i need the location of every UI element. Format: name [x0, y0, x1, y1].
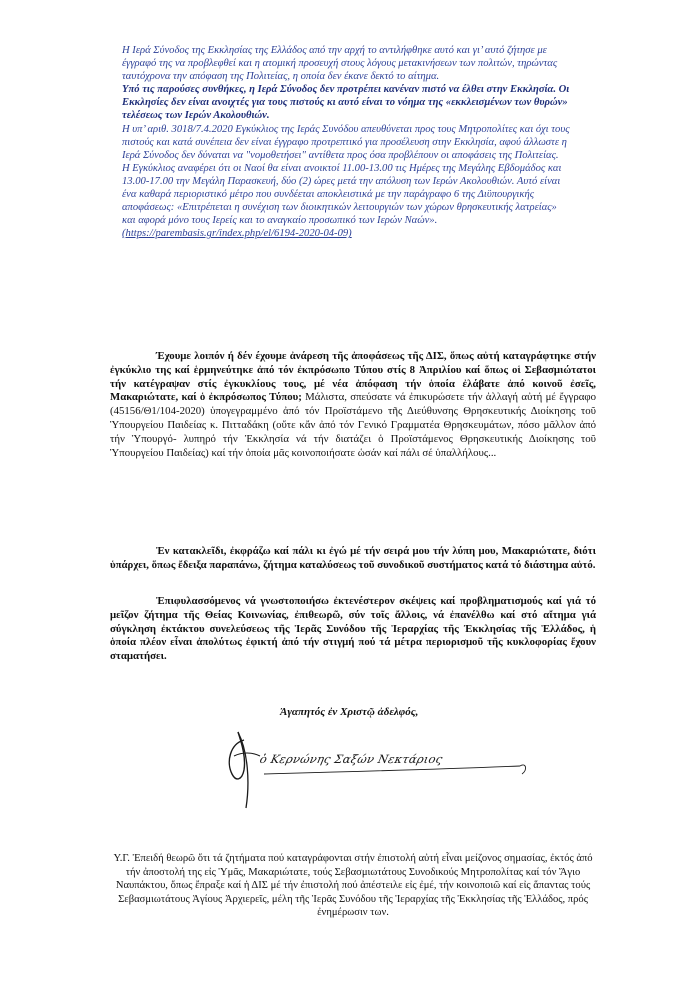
signature-flourish	[220, 722, 540, 814]
quote-paragraph-3: Η υπ’ αριθ. 3018/7.4.2020 Εγκύκλιος της Ιεράς Συνόδου απευθύνεται προς τους Μητροπολίτες και όχι τους πιστούς και κατά συνέπεια δεν είναι έγγραφο προτρεπτικό για προσέλευση στην Εκκλησία, αφού άλλωστε η Ιερά Σύνοδος δεν δύναται να "νομοθετήσει" αντίθετα προς όσα προβλέπουν οι αποφάσεις της Πολιτείας.	[122, 123, 570, 161]
body-paragraph-1	[110, 350, 596, 460]
postscript	[110, 852, 596, 920]
quote-paragraph-2: Υπό τις παρούσες συνθήκες, η Ιερά Σύνοδος δεν προτρέπει κανέναν πιστό να έλθει στην Εκκλησία. Οι Εκκλησίες δεν είναι ανοιχτές για τους πιστούς κι αυτό είναι το νόημα της «εκκλεισμένων των θυρών» τελέσεως των Ιερών Ακολουθιών.	[122, 84, 570, 122]
postscript-text: Υ.Γ. Ἐπειδή θεωρῶ ὅτι τά ζητήματα πού καταγράφονται στήν ἐπιστολή αὐτή εἶναι μείζονος σημασίας, ἐκτός ἀπό τήν ἀποστολή της εἰς Ὑμᾶς, Μακαριώτατε, τούς Σεβασμιωτάτους Συνοδικούς Μητροπολίτας καί τόν Ἅγιο Ναυπάκτου, ὅπως ἔπραξε καί ἡ ΔΙΣ μέ τήν ἐπιστολή πού ἀπέστειλε εἰς ἐμέ, τήν κοινοποιῶ καί εἰς ἅπαντας τούς Σεβασμιωτάτους Ἁγίους Ἀρχιερεῖς, μέλη τῆς Ἱερᾶς Συνόδου τῆς Ἱεραρχίας τῆς Ἐκκλησίας τῆς Ἑλλάδος, πρός ἐνημέρωσιν των.	[113, 853, 593, 919]
body-paragraph-2-text: Ἐν κατακλεῖδι, ἐκφράζω καί πάλι κι ἐγώ μέ τήν σειρά μου τήν λύπη μου, Μακαριώτατε, διότι ὑπάρχει, ὅπως ἔδειξα παραπάνω, ζήτημα καταλύσεως τοῦ συνοδικοῦ συστήματος κατά τό διάστημα αὐτό.	[110, 545, 596, 571]
handwritten-signature	[220, 722, 540, 814]
quote-paragraph-1: Η Ιερά Σύνοδος της Εκκλησίας της Ελλάδος από την αρχή το αντιλήφθηκε αυτό και γι’ αυτό ζήτησε με έγγραφό της να προβλεφθεί και η ατομική προσευχή στους λόγους μετακινήσεων των πολιτών, τηρώντας ταυτόχρονα την απόφαση της Πολιτείας, η οποία δεν έκανε δεκτό το αίτημα.	[122, 45, 558, 83]
body-paragraph-2	[110, 545, 596, 573]
body-paragraph-1-rest: Μάλιστα, σπεύσατε νά ἐπικυρώσετε τήν ἀλλαγή αὐτή μέ ἔγγραφο (45156/Θ1/104-2020) ὑπογεγραμμένο ἀπό τόν Προϊστάμενο τῆς Διεύθυνσης Θρησκευτικής Διοίκησης τοῦ Ὑπουργείου Παιδείας κ. Πιτταδάκη (οὔτε κἄν ἀπό τόν Γενικό Γραμματέα Θρησκευμάτων, πόσο μᾶλλον ἀπό τήν Ὑπουργό- λυπηρό τήν Ἐκκλησία νά τήν διατάζει ὁ Προϊστάμενος Θρησκευτικής Διοίκησης τοῦ Ὑπουργείου Παιδείας) καί τήν ὁποία μᾶς κοινοποιήσατε ὡσάν καί πάλι σέ ὑπαλλήλους...	[110, 391, 596, 459]
body-paragraph-1-bold: Έχουμε λοιπόν ή δέν έχουμε ἀνάρεση τῆς ἀποφάσεως τῆς ΔΙΣ, ὅπως αὐτή καταγράφτηκε στήν ἐγκύκλιο της καί ἑρμηνεύτηκε ἀπό τόν ἐκπρόσωπο Τύπου στίς 8 Ἀπριλίου καί ὅπως οἱ Σεβασμιώτατοι τήν κατέγραψαν στίς ἐγκυκλίους τους, μέ νέα ἀπόφαση τήν ὁποία ἐλάβατε ἀπό κοινοῦ ἐσεῖς, Μακαριώτατε, καί ὁ ἐκπρόσωπος Τύπου;	[110, 350, 596, 404]
signature-text: ὁ Κερνώνης Σαξών Νεκτάριος	[258, 752, 444, 766]
quoted-statement	[122, 44, 572, 240]
quote-paragraph-4-text: Η Εγκύκλιος αναφέρει ότι οι Ναοί θα είναι ανοικτοί 11.00-13.00 τις Ημέρες της Μεγάλης Εβδομάδος και 13.00-17.00 την Μεγάλη Παρασκευή, δύο (2) ώρες μετά την απόλυση των Ιερών Ακολουθιών. Αυτό είναι ένα καθαρά περιοριστικό μέτρο που συνδέεται αποκλειστικά με την παράγραφο 6 της Διϋπουργικής αποφάσεως: «Επιτρέπεται η συνέχιση των διοικητικών λειτουργιών των χώρων θρησκευτικής λατρείας» και αφορά μόνο τους Ιερείς και το αναγκαίο προσωπικό των Ιερών Ναών».	[122, 162, 562, 227]
source-link[interactable]: (https://parembasis.gr/index.php/el/6194-2020-04-09)	[122, 228, 352, 240]
body-paragraph-3-text: Ἐπιφυλασσόμενος νά γνωστοποιήσω ἐκτενέστερον σκέψεις καί προβληματισμούς καί γιά τό μεῖζον ζήτημα τῆς Θείας Κοινωνίας, ἐπιθεωρῶ, σύν τοῖς ἄλλοις, νά ἐπανέλθω καί στό αἴτημα γιά σύγκληση ἐκτάκτου συνελεύσεως τῆς Ἱερᾶς Συνόδου τῆς Ἱεραρχίας τῆς Ἐκκλησίας τῆς Ἑλλάδος, ἡ ὁποία πλέον εἶναι ἀπολύτως ἐφικτή ἀπό τήν στιγμή πού τά μέτρα περιορισμοῦ τῆς κυκλοφορίας ἔχουν σταματήσει.	[110, 595, 596, 663]
closing-salutation: Ἀγαπητός ἐν Χριστῷ ἀδελφός,	[280, 706, 419, 718]
body-paragraph-3	[110, 595, 596, 664]
quote-paragraph-4	[122, 162, 572, 241]
